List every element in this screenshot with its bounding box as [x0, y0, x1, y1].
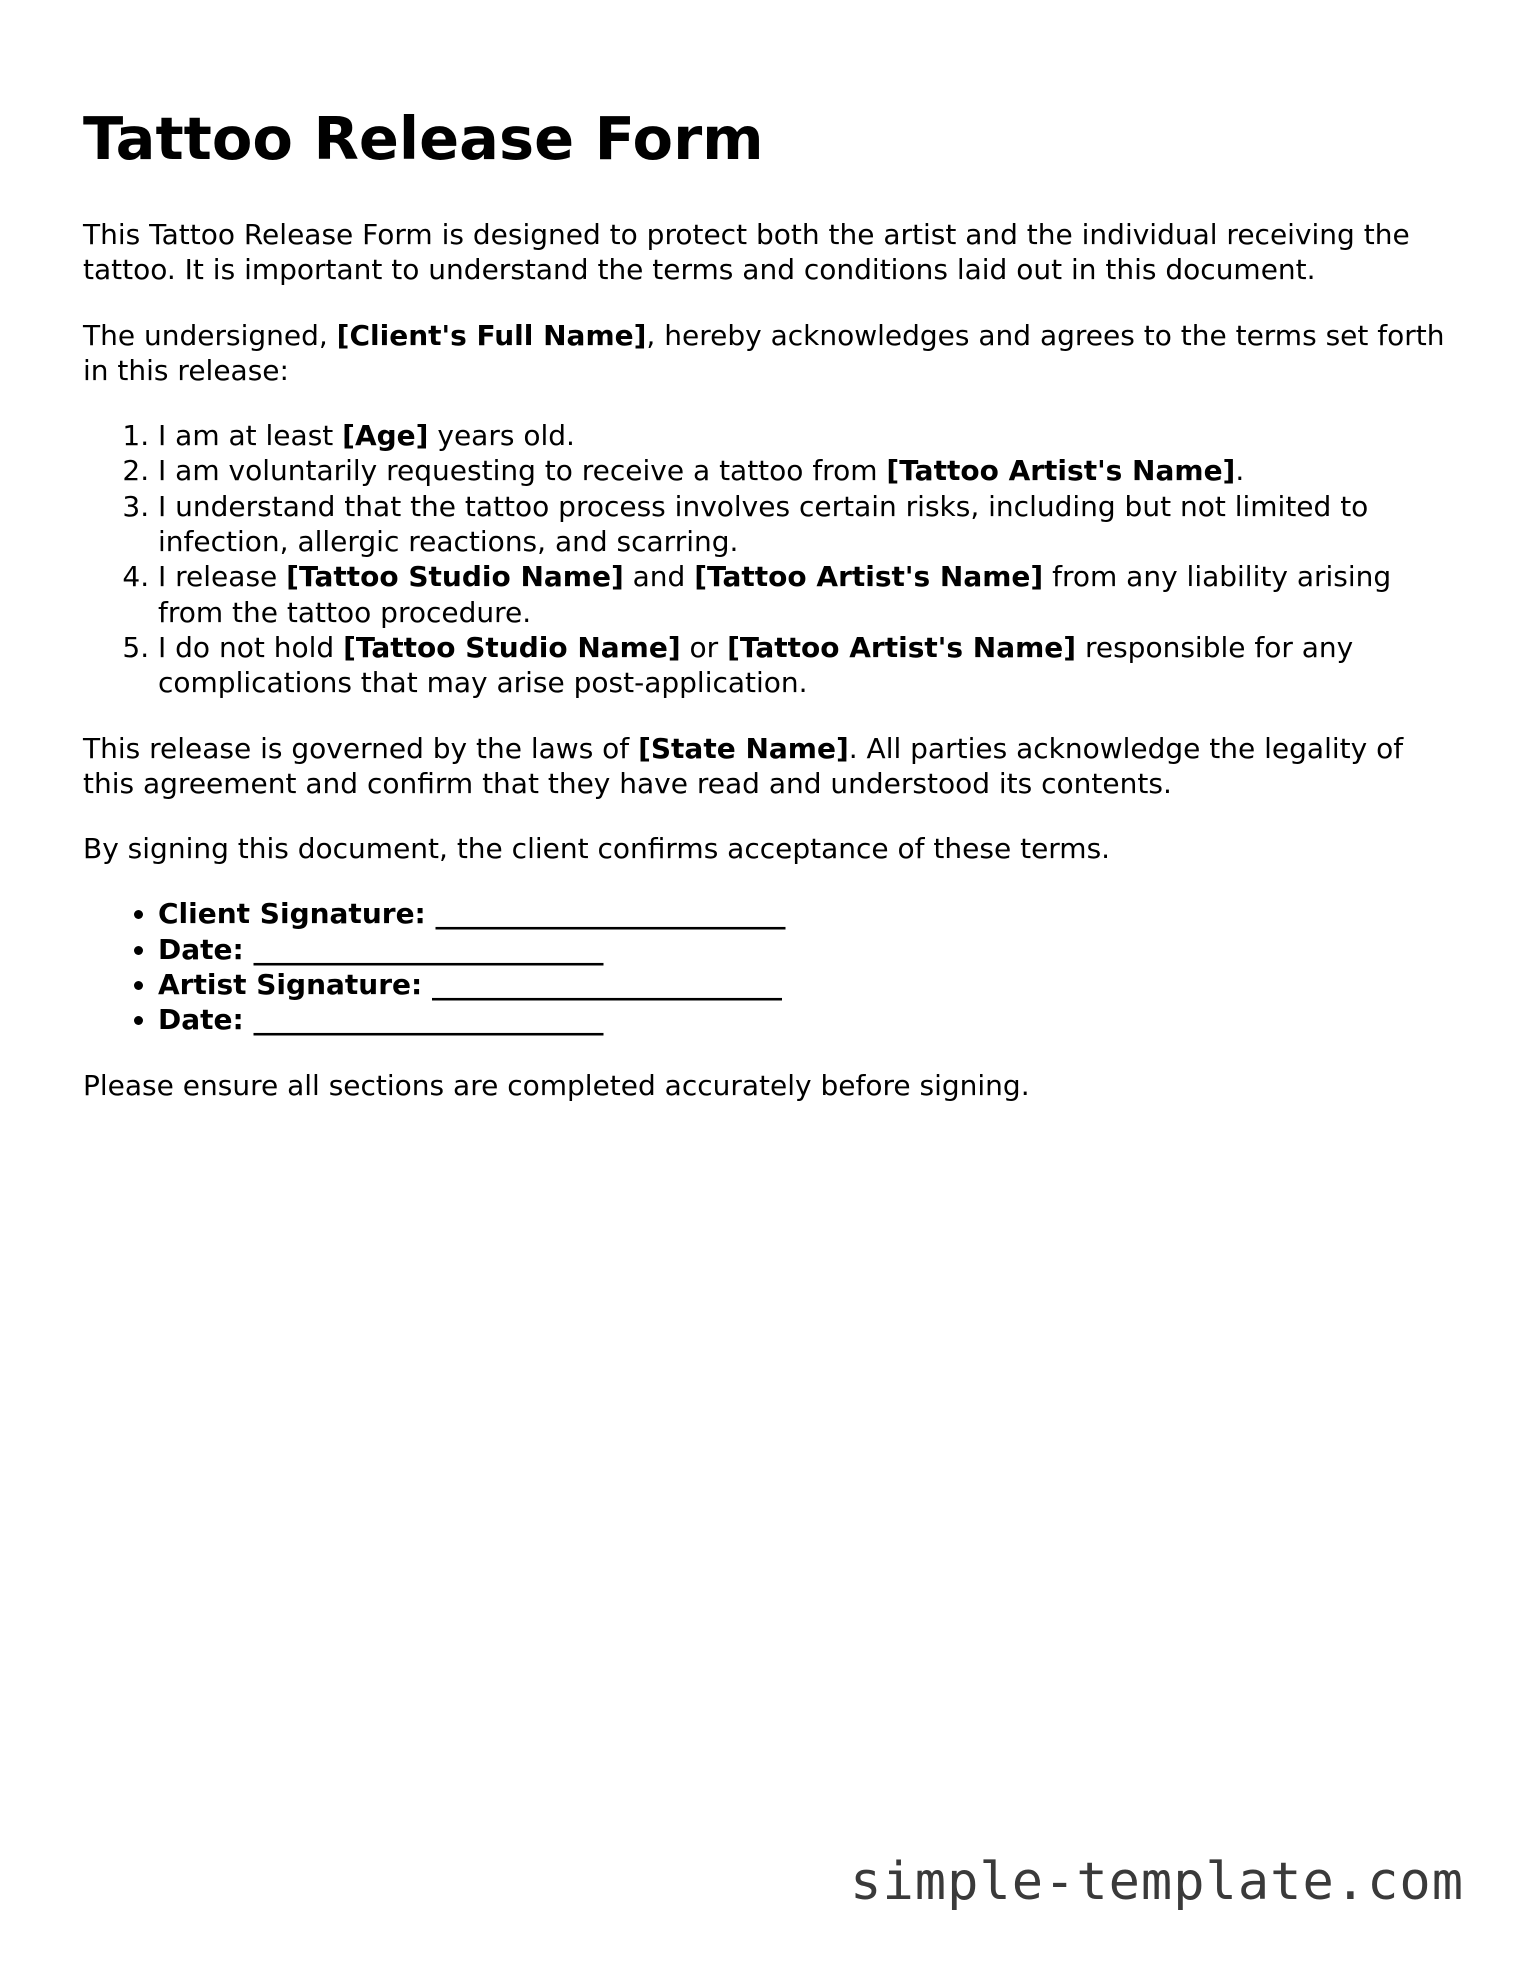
term-text: years old.	[428, 419, 575, 453]
studio-name-placeholder: [Tattoo Studio Name]	[343, 630, 681, 664]
undersigned-paragraph	[83, 318, 1453, 389]
term-text: I am voluntarily requesting to receive a tattoo from	[158, 454, 887, 488]
document-body	[83, 217, 1453, 1133]
term-item	[158, 489, 1453, 560]
signing-note: By signing this document, the client confirms acceptance of these terms.	[83, 832, 1111, 866]
signature-line-artist	[158, 967, 1453, 1002]
artist-name-placeholder: [Tattoo Artist's Name]	[727, 630, 1077, 664]
artist-name-placeholder: [Tattoo Artist's Name]	[886, 454, 1236, 488]
governing-text: This release is governed by the laws of	[83, 731, 639, 765]
state-name-placeholder: [State Name]	[638, 731, 849, 765]
studio-name-placeholder: [Tattoo Studio Name]	[286, 560, 624, 594]
governing-text: . All parties acknowledge the legality of this agreement and confirm that they have read and understood its contents.	[83, 731, 1404, 800]
date-line-client	[158, 932, 1453, 967]
signature-line-client	[158, 896, 1453, 931]
closing-paragraph: Please ensure all sections are completed accurately before signing.	[83, 1068, 1030, 1102]
term-item	[158, 453, 1453, 488]
intro-paragraph: This Tattoo Release Form is designed to protect both the artist and the individual receiving the tattoo. It is important to understand the terms and conditions laid out in this document.	[83, 218, 1410, 287]
term-text: I understand that the tattoo process involves certain risks, including but not limited to infection, allergic reactions, and scarring.	[158, 489, 1369, 559]
signature-line-text: Artist Signature: _________________________	[158, 968, 782, 1002]
client-name-placeholder: [Client's Full Name]	[336, 318, 647, 352]
artist-name-placeholder: [Tattoo Artist's Name]	[694, 560, 1044, 594]
term-text: and	[623, 560, 695, 594]
signature-line-text: Client Signature: _________________________	[158, 897, 786, 931]
undersigned-prefix: The undersigned,	[83, 318, 337, 352]
date-line-artist	[158, 1002, 1453, 1037]
term-text: from any liability arising from the tattoo procedure.	[158, 560, 1392, 629]
age-placeholder: [Age]	[342, 419, 429, 453]
term-text: .	[1235, 454, 1245, 488]
term-text: responsible for any complications that may arise post-application.	[158, 630, 1354, 700]
term-item	[158, 559, 1453, 630]
term-item	[158, 630, 1453, 701]
signature-list	[83, 896, 1453, 1037]
footer-brand: simple-template.com	[850, 1852, 1464, 1912]
governing-paragraph	[83, 731, 1453, 802]
date-line-text: Date: _________________________	[158, 1003, 604, 1037]
undersigned-suffix: , hereby acknowledges and agrees to the terms set forth in this release:	[83, 318, 1445, 387]
term-item	[158, 418, 1453, 453]
term-text: I am at least	[158, 419, 343, 453]
date-line-text: Date: _________________________	[158, 932, 604, 966]
term-text: I do not hold	[158, 630, 344, 664]
term-text: or	[680, 630, 728, 664]
terms-list	[83, 418, 1453, 700]
term-text: I release	[158, 560, 287, 594]
page-title: Tattoo Release Form	[83, 104, 764, 173]
